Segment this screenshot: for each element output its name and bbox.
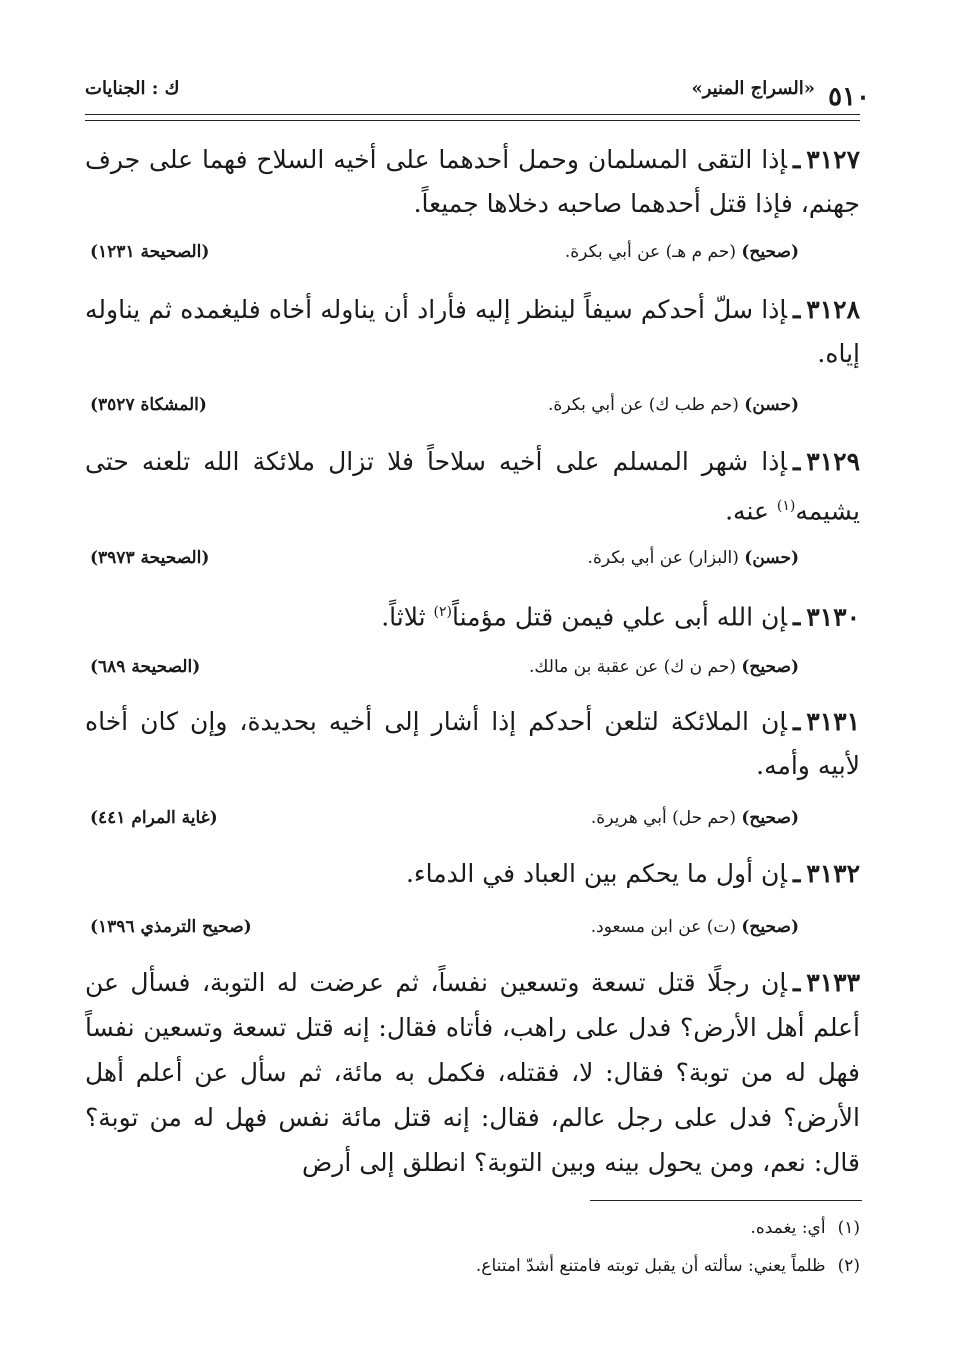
hadith-entry: ٣١٣٠ـإن الله أبى علي فيمن قتل مؤمناً$^{(٢)}$ ثلاثاً. — [381, 602, 860, 632]
hadith-text: إن الملائكة لتلعن أحدكم إذا أشار إلى أخيه بحديدة، وإن كان أخاه لأبيه وأمه. — [85, 707, 860, 780]
book-title: «السراج المنير» — [691, 78, 815, 99]
hadith-text: إذا سلّ أحدكم سيفاً لينظر إليه فأراد أن يناوله أخاه فليغمده ثم يناوله إياه. — [85, 295, 860, 368]
hadith-grade: (صحيح) — [741, 657, 799, 677]
hadith-number: ٣١٣٣ — [806, 968, 860, 997]
hadith-narrator: (حم حل) أبي هريرة. — [590, 808, 736, 828]
hadith-reference: (الصحيحة ١٢٣١) — [90, 242, 210, 262]
hadith-text: إذا شهر المسلم على أخيه سلاحاً فلا تزال ملائكة الله تلعنه حتى يشيمه — [85, 447, 860, 526]
hadith-grade: (حسن) — [744, 548, 799, 568]
footnote-text: أي: يغمده. — [750, 1218, 826, 1238]
footnote-mark[interactable]: (١) — [776, 498, 796, 514]
hadith-grade: (صحيح) — [741, 242, 799, 262]
hadith-text: إن الله أبى علي فيمن قتل مؤمناً — [452, 602, 787, 632]
hadith-text: إن رجلًا قتل تسعة وتسعين نفساً، ثم عرضت له التوبة، فسأل عن أعلم أهل الأرض؟ فدل على راهب، فأتاه فقال: إنه قتل تسعة وتسعين نفساً فهل له من توبة؟ فقال: لا، فقتله، فكمل به مائة، ثم سأل عن أعلم أهل الأرض؟ فدل على رجل عالم، فقال: إنه قتل مائة نفس فهل له من توبة؟ قال: نعم، ومن يحول بينه وبين التوبة؟ انطلق إلى أرض — [85, 968, 860, 1177]
hadith-number: ٣١٣١ — [806, 707, 860, 736]
header-rule — [85, 114, 860, 115]
footnote-text: ظلماً يعني: سألته أن يقبل توبته فامتنع أشدّ امتناع. — [475, 1256, 826, 1276]
hadith-source — [591, 808, 799, 828]
footnote-rule — [590, 1200, 862, 1201]
footnote-mark[interactable]: (٢) — [433, 604, 453, 620]
hadith-reference: (صحيح الترمذي ١٣٩٦) — [90, 917, 252, 937]
hadith-reference: (غاية المرام ٤٤١) — [90, 808, 218, 828]
hadith-number: ٣١٢٧ — [806, 145, 860, 174]
hadith-grade: (حسن) — [744, 395, 799, 415]
hadith-narrator: (حم طب ك) عن أبي بكرة. — [548, 395, 739, 415]
hadith-source — [591, 917, 799, 937]
hadith-narrator: (حم ن ك) عن عقبة بن مالك. — [529, 657, 736, 677]
hadith-narrator: (البزار) عن أبي بكرة. — [587, 548, 739, 568]
hadith-narrator: (ت) عن ابن مسعود. — [590, 917, 736, 937]
hadith-source — [529, 657, 799, 677]
hadith-reference: (المشكاة ٣٥٢٧) — [90, 395, 207, 415]
hadith-entry: ٣١٣٢ـإن أول ما يحكم بين العباد في الدماء. — [405, 859, 860, 888]
footnote — [750, 1218, 860, 1238]
hadith-text: إذا التقى المسلمان وحمل أحدهما على أخيه السلاح فهما على جرف جهنم، فإذا قتل أحدهما صاحبه دخلاها جميعاً. — [85, 145, 860, 218]
hadith-source — [588, 548, 799, 568]
hadith-narrator: (حم م هـ) عن أبي بكرة. — [564, 242, 736, 262]
hadith-entry: ٣١٢٩ـإذا شهر المسلم على أخيه سلاحاً فلا تزال ملائكة الله تلعنه حتى يشيمه$^{(١)}$ عنه. — [85, 447, 860, 526]
footnote-number: (٢) — [837, 1256, 860, 1276]
hadith-number: ٣١٢٩ — [806, 447, 860, 476]
header-rule-thin — [85, 120, 860, 121]
hadith-reference: (الصحيحة ٦٨٩) — [90, 657, 201, 677]
chapter-title: ك : الجنايات — [85, 78, 180, 99]
footnote-number: (١) — [837, 1218, 860, 1238]
hadith-number: ٣١٢٨ — [806, 295, 860, 324]
hadith-grade: (صحيح) — [741, 808, 799, 828]
hadith-entry: ٣١٣٣ـإن رجلًا قتل تسعة وتسعين نفساً، ثم عرضت له التوبة، فسأل عن أعلم أهل الأرض؟ فدل على راهب، فأتاه فقال: إنه قتل تسعة وتسعين نفساً فهل له من توبة؟ فقال: لا، فقتله، فكمل به مائة، ثم سأل عن أعلم أهل الأرض؟ فدل على رجل عالم، فقال: إنه قتل مائة نفس فهل له من توبة؟ قال: نعم، ومن يحول بينه وبين التوبة؟ انطلق إلى أرض — [85, 968, 860, 1177]
hadith-entry: ٣١٢٧ـإذا التقى المسلمان وحمل أحدهما على أخيه السلاح فهما على جرف جهنم، فإذا قتل أحدهما صاحبه دخلاها جميعاً. — [85, 145, 860, 218]
hadith-reference: (الصحيحة ٣٩٧٣) — [90, 548, 210, 568]
hadith-source — [548, 395, 799, 415]
hadith-text-end: ثلاثاً. — [381, 602, 434, 632]
hadith-grade: (صحيح) — [741, 917, 799, 937]
hadith-entry: ٣١٣١ـإن الملائكة لتلعن أحدكم إذا أشار إلى أخيه بحديدة، وإن كان أخاه لأبيه وأمه. — [85, 707, 860, 780]
hadith-number: ٣١٣٠ — [806, 602, 860, 632]
hadith-number: ٣١٣٢ — [806, 859, 860, 888]
hadith-text: إن أول ما يحكم بين العباد في الدماء. — [405, 859, 787, 888]
running-header — [85, 78, 870, 112]
page-number: ٥١٠ — [828, 82, 870, 112]
hadith-source — [565, 242, 799, 262]
hadith-entry: ٣١٢٨ـإذا سلّ أحدكم سيفاً لينظر إليه فأراد أن يناوله أخاه فليغمده ثم يناوله إياه. — [85, 295, 860, 368]
hadith-text-end: عنه. — [725, 496, 777, 526]
footnote — [476, 1256, 860, 1276]
